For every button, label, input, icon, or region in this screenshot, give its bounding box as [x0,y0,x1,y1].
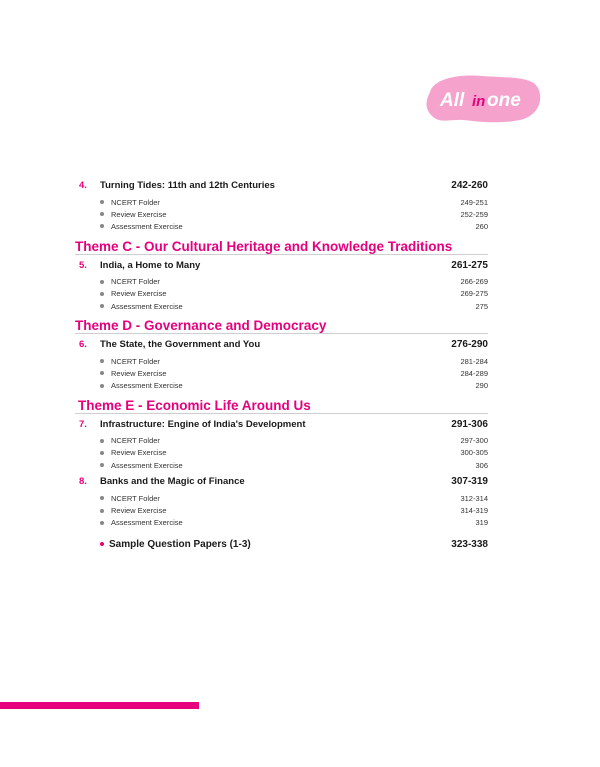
svg-text:in: in [472,93,486,110]
chapter-pages: 307-319 [451,476,488,488]
chapter-row[interactable] [75,476,488,492]
bullet-icon [100,384,104,388]
bullet-icon [100,371,104,375]
chapter-row[interactable] [75,419,488,435]
item-pages: 319 [475,518,488,528]
list-item[interactable] [75,367,488,379]
theme-heading-c: Theme C - Our Cultural Heritage and Knowledge Traditions [75,233,488,255]
chapter-pages: 261-275 [451,259,488,271]
item-pages: 300-305 [460,448,488,458]
footer-accent-bar [0,702,199,709]
item-pages: 297-300 [460,436,488,446]
chapter-title: Infrastructure: Engine of India's Development [100,418,306,430]
list-item[interactable] [75,276,488,288]
bullet-icon [100,292,104,296]
chapter-pages: 242-260 [451,180,488,191]
bullet-icon [100,509,104,513]
chapter-row[interactable] [75,260,488,276]
item-label: NCERT Folder [111,356,160,366]
item-pages: 252-259 [460,209,488,219]
chapter-number: 5. [79,259,87,271]
chapter-row[interactable] [75,180,488,196]
item-label: Assessment Exercise [111,381,183,391]
chapter-number: 8. [79,476,87,488]
item-label: Review Exercise [111,289,167,299]
chapter-title: Banks and the Magic of Finance [100,476,245,488]
item-label: Review Exercise [111,506,167,516]
item-label: NCERT Folder [111,493,160,503]
list-item[interactable] [75,196,488,208]
item-label: Assessment Exercise [111,518,183,528]
item-label: Review Exercise [111,368,167,378]
item-label: NCERT Folder [111,197,160,207]
brand-logo [420,70,544,128]
item-pages: 314-319 [460,506,488,516]
list-item[interactable] [75,504,488,516]
chapter-pages: 291-306 [451,418,488,430]
item-label: Assessment Exercise [111,221,183,231]
list-item[interactable] [75,355,488,367]
bullet-icon [100,280,104,284]
chapter-row[interactable] [75,339,488,355]
list-item[interactable] [75,459,488,471]
list-item[interactable] [75,435,488,447]
item-pages: 281-284 [460,356,488,366]
bullet-icon [100,451,104,455]
chapter-number: 6. [79,339,87,351]
table-of-contents [75,180,488,550]
item-label: Review Exercise [111,209,167,219]
list-item[interactable] [75,288,488,300]
sample-papers-pages: 323-338 [451,538,488,550]
list-item[interactable] [75,300,488,312]
chapter-number: 7. [79,418,87,430]
item-pages: 275 [475,301,488,311]
list-item[interactable] [75,208,488,220]
item-label: Review Exercise [111,448,167,458]
chapter-title: India, a Home to Many [100,259,201,271]
chapter-5 [75,260,488,313]
item-label: NCERT Folder [111,436,160,446]
bullet-icon [100,521,104,525]
bullet-icon [100,212,104,216]
list-item[interactable] [75,447,488,459]
item-pages: 284-289 [460,368,488,378]
bullet-icon [100,359,104,363]
bullet-icon [100,224,104,228]
bullet-icon [100,200,104,204]
list-item[interactable] [75,517,488,529]
theme-heading-d: Theme D - Governance and Democracy [75,312,488,334]
chapter-pages: 276-290 [451,339,488,351]
sample-papers-row[interactable] [75,539,488,550]
bullet-icon [100,304,104,308]
svg-text:All: All [440,90,465,111]
chapter-title: Turning Tides: 11th and 12th Centuries [100,180,275,191]
item-pages: 260 [475,221,488,231]
item-pages: 269-275 [460,289,488,299]
chapter-8 [75,476,488,529]
bullet-icon [100,439,104,443]
item-label: NCERT Folder [111,277,160,287]
chapter-7 [75,419,488,472]
bullet-icon [100,496,104,500]
item-pages: 249-251 [460,197,488,207]
item-label: Assessment Exercise [111,301,183,311]
list-item[interactable] [75,220,488,232]
theme-heading-e: Theme E - Economic Life Around Us [75,392,488,414]
chapter-6 [75,339,488,392]
item-pages: 290 [475,381,488,391]
item-pages: 266-269 [460,277,488,287]
chapter-title: The State, the Government and You [100,339,261,351]
item-pages: 306 [475,460,488,470]
bullet-icon [100,542,104,546]
item-label: Assessment Exercise [111,460,183,470]
svg-text:one: one [487,90,521,111]
chapter-number: 4. [79,180,87,191]
list-item[interactable] [75,492,488,504]
list-item[interactable] [75,380,488,392]
chapter-4 [75,180,488,233]
sample-papers-label: Sample Question Papers (1-3) [109,538,251,550]
bullet-icon [100,463,104,467]
item-pages: 312-314 [460,493,488,503]
